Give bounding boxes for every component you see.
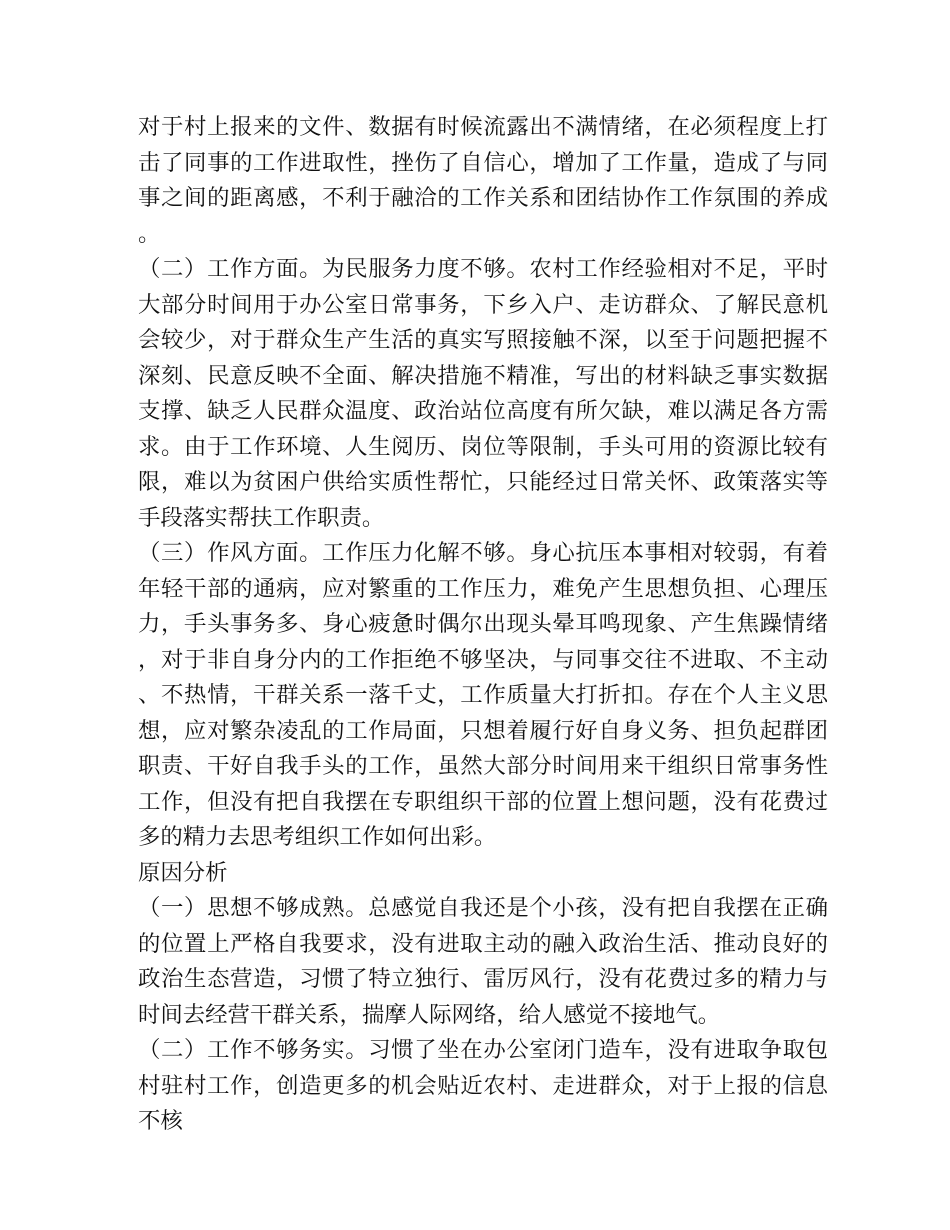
- document-body: [138, 110, 828, 1140]
- paragraph-thinking-immature: （一）思想不够成熟。总感觉自我还是个小孩，没有把自我摆在正确的位置上严格自我要求，没有进取主动的融入政治生活、推动良好的政治生态营造，习惯了特立独行、雷厉风行，没有花费过多的精力与时间去经营干群关系，揣摩人际网络，给人感觉不接地气。: [138, 895, 828, 1028]
- paragraph-work-aspect: （二）工作方面。为民服务力度不够。农村工作经验相对不足，平时大部分时间用于办公室日常事务，下乡入户、走访群众、了解民意机会较少，对于群众生产生活的真实写照接触不深，以至于问题把握不深刻、民意反映不全面、解决措施不精准，写出的材料缺乏事实数据支撑、缺乏人民群众温度、政治站位高度有所欠缺，难以满足各方需求。由于工作环境、人生阅历、岗位等限制，手头可用的资源比较有限，难以为贫困户供给实质性帮忙，只能经过日常关怀、政策落实等手段落实帮扶工作职责。: [138, 256, 828, 531]
- paragraph-work-not-practical: （二）工作不够务实。习惯了坐在办公室闭门造车，没有进取争取包村驻村工作，创造更多的机会贴近农村、走进群众，对于上报的信息不核: [138, 1037, 828, 1134]
- paragraph-style-aspect: （三）作风方面。工作压力化解不够。身心抗压本事相对较弱，有着年轻干部的通病，应对繁重的工作压力，难免产生思想负担、心理压力，手头事务多、身心疲惫时偶尔出现头晕耳鸣现象、产生焦躁情绪，对于非自身分内的工作拒绝不够坚决，与同事交往不进取、不主动、不热情，干群关系一落千丈，工作质量大打折扣。存在个人主义思想，应对繁杂凌乱的工作局面，只想着履行好自身义务、担负起群团职责、干好自我手头的工作，虽然大部分时间用来干组织日常事务性工作，但没有把自我摆在专职组织干部的位置上想问题，没有花费过多的精力去思考组织工作如何出彩。: [138, 540, 828, 850]
- section-heading-cause-analysis: 原因分析: [138, 859, 228, 886]
- paragraph-continuation: 对于村上报来的文件、数据有时候流露出不满情绪，在必须程度上打击了同事的工作进取性，挫伤了自信心，增加了工作量，造成了与同事之间的距离感，不利于融洽的工作关系和团结协作工作氛围的养成。: [138, 114, 828, 247]
